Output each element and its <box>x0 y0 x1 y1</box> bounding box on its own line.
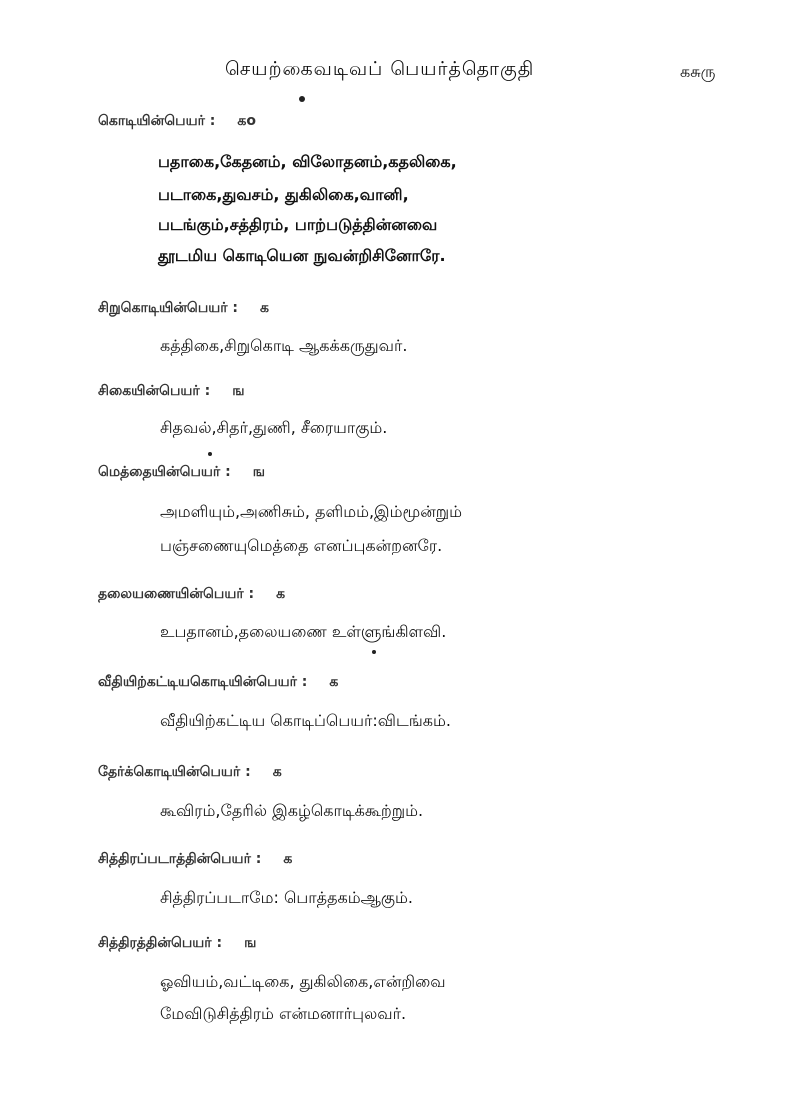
page-header-title: செயற்கைவடிவப் பெயர்த்தொகுதி <box>225 58 535 80</box>
verse-line: படாகை,துவசம், துகிலிகை,வானி, <box>158 185 409 204</box>
entry-count: க <box>283 851 293 867</box>
verse-line: மேவிடுசித்திரம் என்மனார்புலவர். <box>160 1004 407 1023</box>
entry-heading-text: கொடியின்பெயர் : <box>98 113 216 129</box>
entry-count: க <box>260 300 269 316</box>
entry-heading <box>98 764 282 782</box>
entry-heading <box>98 586 285 604</box>
verse-line: கத்திகை,சிறுகொடி ஆகக்கருதுவர். <box>160 336 408 355</box>
entry-heading-text: வீதியிற்கட்டியகொடியின்பெயர் : <box>98 674 308 690</box>
entry-heading-text: சித்திரத்தின்பெயர் : <box>98 935 223 951</box>
entry-heading <box>98 851 292 869</box>
entry-heading-text: தேர்க்கொடியின்பெயர் : <box>98 764 251 780</box>
verse-line: அமளியும்,அணிசும், தளிமம்,இம்மூன்றும் <box>160 502 462 521</box>
entry-heading <box>98 300 269 318</box>
verse-line: வீதியிற்கட்டிய கொடிப்பெயர்:விடங்கம். <box>160 711 451 730</box>
verse-line: தூடமிய கொடியென நுவன்றிசினோரே. <box>158 246 446 265</box>
entry-heading <box>98 383 244 401</box>
verse-line: கூவிரம்,தேரில் இகழ்கொடிக்கூற்றும். <box>160 801 424 820</box>
entry-count: ங <box>252 464 265 480</box>
verse-line: ஓவியம்,வட்டிகை, துகிலிகை,என்றிவை <box>160 972 446 991</box>
verse-line: சிதவல்,சிதர்,துணி, சீரையாகும். <box>160 418 388 437</box>
ink-dot <box>372 650 376 654</box>
entry-heading <box>98 464 265 482</box>
entry-heading-text: மெத்தையின்பெயர் : <box>98 464 231 480</box>
entry-heading-text: சிறுகொடியின்பெயர் : <box>98 300 239 316</box>
ink-dot <box>208 452 212 456</box>
ink-dot <box>299 96 305 102</box>
entry-count: க <box>272 764 282 780</box>
entry-heading <box>98 113 256 131</box>
entry-heading-text: தலையணையின்பெயர் : <box>98 586 255 602</box>
entry-count: கo <box>237 113 256 129</box>
entry-count: க <box>329 674 339 690</box>
verse-line: சித்திரப்படாமே: பொத்தகம்ஆகும். <box>160 888 413 907</box>
verse-line: உபதானம்,தலையணை உள்ளுங்கிளவி. <box>160 622 447 641</box>
entry-count: ங <box>232 383 245 399</box>
verse-line: பதாகை,கேதனம், விலோதனம்,கதலிகை, <box>158 152 457 171</box>
page-number: கசுரு <box>680 62 716 81</box>
entry-heading <box>98 935 256 953</box>
entry-heading-text: சிகையின்பெயர் : <box>98 383 211 399</box>
verse-line: படங்கும்,சத்திரம், பாற்படுத்தின்னவை <box>158 215 438 234</box>
entry-heading <box>98 674 338 692</box>
entry-count: ங <box>244 935 257 951</box>
entry-heading-text: சித்திரப்படாத்தின்பெயர் : <box>98 851 262 867</box>
entry-count: க <box>276 586 286 602</box>
verse-line: பஞ்சணையுமெத்தை எனப்புகன்றனரே. <box>160 536 443 555</box>
